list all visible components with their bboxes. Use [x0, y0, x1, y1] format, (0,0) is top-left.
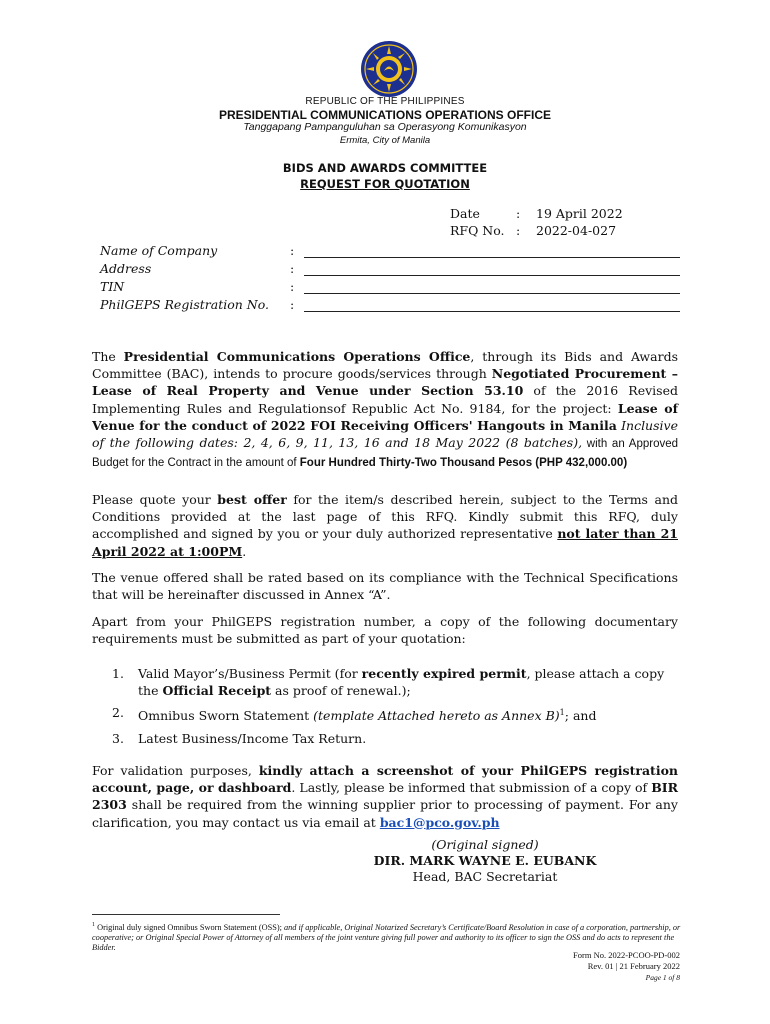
text-italic: and if applicable, Original Notarized Secretary’s Certificate/Board Resolution in case of a corporation, partnership, or cooperative; or Original Special Power of Attorney of all members of the joint venture giving full power and authority to its officer to sign the OSS and do acts to represent the Bidder. [92, 922, 681, 953]
screenshot-instruction-bold: kindly attach a screenshot of your PhilGEPS registration account, page, or dashboard [92, 763, 678, 796]
paragraph-venue-rating: The venue offered shall be rated based on its compliance with the Technical Specifications that will be hereinafter discussed in Annex “A”. [92, 570, 678, 603]
philgeps-registration-field[interactable] [100, 294, 680, 312]
field-label: TIN [100, 279, 125, 294]
header-tagalog-name: Tanggapang Pampanguluhan sa Operasyong Komunikasyon [243, 121, 527, 133]
header-location: Ermita, City of Manila [339, 135, 431, 146]
office-name-bold: Presidential Communications Operations Office [123, 349, 471, 364]
text-run: , through its Bids and Awards Committee (BAC), intends to procure goods/services through [92, 349, 678, 382]
text-run: . [242, 543, 247, 559]
procurement-mode-bold: Negotiated Procurement – Lease of Real Property and Venue under Section 53.10 [92, 366, 678, 399]
footnote-marker: 1 [92, 922, 95, 928]
text-run: Please quote your [92, 492, 218, 507]
date-row [450, 206, 623, 223]
project-dates-italic: Inclusive of the following dates: 2, 4, 6, 9, 11, 13, 16 and 18 May 2022 (8 batches), [92, 417, 678, 451]
page-number: Page 1 of 8 [645, 973, 680, 982]
field-label: Address [100, 261, 152, 276]
rfq-meta [450, 206, 623, 240]
field-label: PhilGEPS Registration No. [100, 297, 269, 312]
bir-form-bold: BIR 2303 [92, 780, 678, 813]
date-separator: : [516, 206, 521, 221]
contact-email-link[interactable]: bac1@pco.gov.ph [379, 814, 500, 830]
deadline-bold-underlined: not later than 21 April 2022 at 1:00PM [92, 526, 678, 559]
text-run: Original duly signed Omnibus Sworn Statement (OSS); [95, 922, 284, 932]
list-number: 3. [112, 730, 124, 746]
text-bold: recently expired permit [361, 666, 527, 681]
text-run: of the 2016 Revised Implementing Rules and Regulationsof Republic Act No. 9184, for the project: [92, 383, 678, 416]
text-run: . Lastly, please be informed that submission of a copy of [291, 780, 652, 796]
text-run: ; and [564, 708, 597, 724]
text-run: shall be required from the winning supplier prior to processing of payment. For any clarification, you may contact us via email at [92, 797, 678, 830]
approved-budget-bold: Four Hundred Thirty-Two Thousand Pesos (PHP 432,000.00) [299, 457, 628, 470]
list-number: 2. [112, 705, 124, 721]
header-republic: REPUBLIC OF THE PHILIPPINES [305, 96, 465, 107]
list-item [112, 730, 678, 747]
list-item [112, 704, 678, 724]
date-label: Date [450, 206, 480, 221]
field-separator: : [290, 297, 295, 312]
paragraph-validation [92, 762, 678, 831]
paragraph-documentary-requirements: Apart from your PhilGEPS registration number, a copy of the following documentary requirements must be submitted as part of your quotation: [92, 614, 678, 647]
form-number: Form No. 2022-PCOO-PD-002 [573, 950, 680, 960]
text-run: with an Approved Budget for the Contract in the amount of [92, 438, 679, 470]
form-info [573, 950, 680, 983]
field-label: Name of Company [100, 243, 218, 258]
footnote-divider [92, 914, 280, 915]
blank-line[interactable] [304, 299, 680, 312]
paragraph-submission-deadline [92, 491, 678, 560]
tin-field[interactable] [100, 276, 680, 294]
rfq-number-label: RFQ No. [450, 223, 505, 238]
blank-line[interactable] [304, 245, 680, 258]
list-item-text [138, 665, 678, 699]
text-run: , please attach a copy the [138, 666, 665, 699]
text-run: Valid Mayor’s/Business Permit (for [138, 666, 362, 681]
company-name-field[interactable] [100, 240, 680, 258]
text-run: The [92, 349, 124, 364]
footnote [92, 920, 682, 953]
text-run: Omnibus Sworn Statement [138, 708, 314, 724]
list-number: 1. [112, 666, 124, 681]
supplier-fields [100, 240, 680, 312]
rfq-number-row [450, 223, 623, 240]
footnote-ref[interactable]: 1 [559, 708, 565, 718]
pcoo-seal-icon [360, 40, 418, 98]
rfq-number-separator: : [516, 223, 521, 238]
requirements-list [112, 665, 678, 752]
field-separator: : [290, 261, 295, 276]
document-title-committee: BIDS AND AWARDS COMMITTEE [282, 161, 488, 175]
list-item-text: Latest Business/Income Tax Return. [138, 730, 367, 746]
signatory-position: Head, BAC Secretariat [412, 869, 558, 884]
text-bold: Official Receipt [162, 683, 272, 699]
address-field[interactable] [100, 258, 680, 276]
field-separator: : [290, 243, 295, 258]
date-value: 19 April 2022 [536, 206, 623, 221]
signatory-name: DIR. MARK WAYNE E. EUBANK [373, 853, 597, 868]
original-signed-note: (Original signed) [431, 837, 539, 852]
document-title-rfq: REQUEST FOR QUOTATION [300, 177, 470, 191]
text-run: as proof of renewal.); [271, 683, 411, 699]
blank-line[interactable] [304, 263, 680, 276]
form-revision: Rev. 01 | 21 February 2022 [587, 961, 680, 971]
list-item-text [138, 704, 678, 724]
header-office-name: PRESIDENTIAL COMMUNICATIONS OPERATIONS OFFICE [218, 108, 551, 122]
paragraph-project-description [92, 348, 678, 472]
project-title-bold: Lease of Venue for the conduct of 2022 FOI Receiving Officers' Hangouts in Manila [92, 400, 678, 433]
rfq-number-value: 2022-04-027 [536, 223, 617, 238]
text-run: for the item/s described herein, subject to the Terms and Conditions provided at the last page of this RFQ. Kindly submit this RFQ, duly accomplished and signed by you or your duly authorized representative [92, 492, 678, 542]
blank-line[interactable] [304, 281, 680, 294]
field-separator: : [290, 279, 295, 294]
best-offer-bold: best offer [217, 492, 287, 507]
list-item [112, 665, 678, 699]
text-italic: (template Attached hereto as Annex B) [313, 708, 560, 724]
text-run: For validation purposes, [92, 763, 259, 778]
